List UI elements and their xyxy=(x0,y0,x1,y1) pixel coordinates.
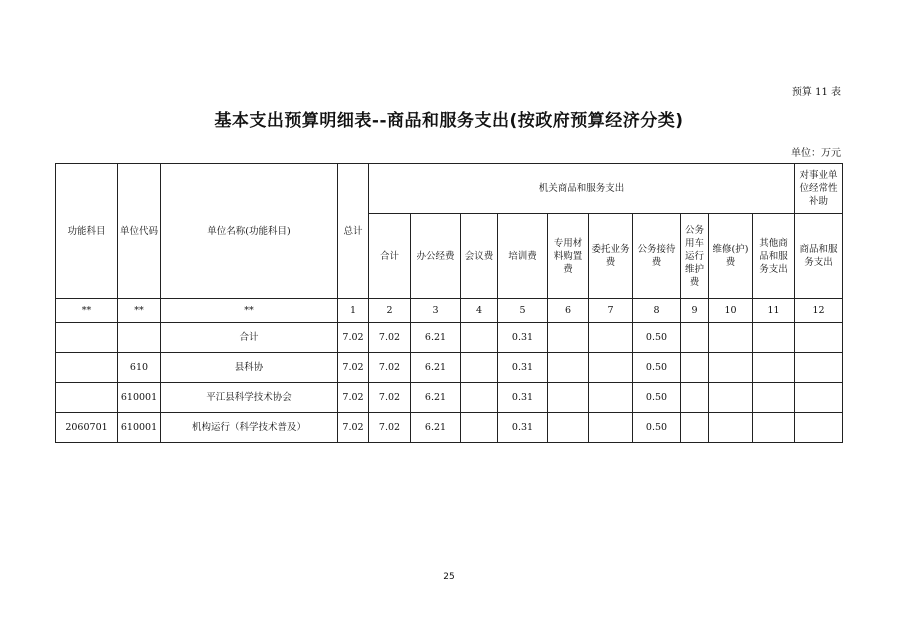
cell-entrusted xyxy=(589,323,633,353)
cell-meeting xyxy=(461,383,498,413)
index-cell: ** xyxy=(161,299,338,323)
cell-other xyxy=(753,413,795,443)
index-row xyxy=(56,299,843,323)
cell-vehicle xyxy=(681,383,709,413)
page-number: 25 xyxy=(443,572,455,582)
cell-materials xyxy=(548,413,589,443)
cell-code: 610001 xyxy=(118,383,161,413)
header-training: 培训费 xyxy=(498,214,548,299)
header-reception: 公务接待费 xyxy=(633,214,681,299)
header-other: 其他商品和服务支出 xyxy=(753,214,795,299)
cell-training: 0.31 xyxy=(498,413,548,443)
cell-total: 7.02 xyxy=(338,353,369,383)
cell-subsidy xyxy=(795,383,843,413)
cell-office: 6.21 xyxy=(411,323,461,353)
cell-vehicle xyxy=(681,323,709,353)
cell-meeting xyxy=(461,353,498,383)
header-group-agency: 机关商品和服务支出 xyxy=(369,164,795,214)
cell-training: 0.31 xyxy=(498,353,548,383)
index-cell: 5 xyxy=(498,299,548,323)
index-cell: 4 xyxy=(461,299,498,323)
cell-subsidy xyxy=(795,413,843,443)
index-cell: ** xyxy=(118,299,161,323)
header-repair: 维修(护)费 xyxy=(709,214,753,299)
index-cell: 6 xyxy=(548,299,589,323)
cell-other xyxy=(753,383,795,413)
cell-total: 7.02 xyxy=(338,323,369,353)
cell-total: 7.02 xyxy=(338,413,369,443)
cell-code: 610001 xyxy=(118,413,161,443)
cell-sum: 7.02 xyxy=(369,413,411,443)
header-unit-name: 单位名称(功能科目) xyxy=(161,164,338,299)
cell-office: 6.21 xyxy=(411,353,461,383)
cell-name: 平江县科学技术协会 xyxy=(161,383,338,413)
cell-office: 6.21 xyxy=(411,413,461,443)
cell-repair xyxy=(709,383,753,413)
table-number: 预算 11 表 xyxy=(791,87,841,98)
page-title: 基本支出预算明细表--商品和服务支出(按政府预算经济分类) xyxy=(214,111,684,131)
index-cell: 12 xyxy=(795,299,843,323)
cell-name: 机构运行（科学技术普及） xyxy=(161,413,338,443)
index-cell: 8 xyxy=(633,299,681,323)
header-unit-code: 单位代码 xyxy=(118,164,161,299)
cell-sum: 7.02 xyxy=(369,323,411,353)
header-func-subject: 功能科目 xyxy=(56,164,118,299)
cell-repair xyxy=(709,323,753,353)
header-row-top xyxy=(56,164,843,214)
cell-entrusted xyxy=(589,413,633,443)
cell-entrusted xyxy=(589,353,633,383)
cell-materials xyxy=(548,323,589,353)
cell-meeting xyxy=(461,413,498,443)
cell-func xyxy=(56,323,118,353)
table-row xyxy=(56,413,843,443)
cell-sum: 7.02 xyxy=(369,353,411,383)
cell-reception: 0.50 xyxy=(633,413,681,443)
cell-training: 0.31 xyxy=(498,323,548,353)
header-office: 办公经费 xyxy=(411,214,461,299)
cell-materials xyxy=(548,383,589,413)
table-row xyxy=(56,383,843,413)
index-cell: 9 xyxy=(681,299,709,323)
cell-repair xyxy=(709,353,753,383)
table-row xyxy=(56,323,843,353)
cell-vehicle xyxy=(681,353,709,383)
header-total: 总计 xyxy=(338,164,369,299)
cell-sum: 7.02 xyxy=(369,383,411,413)
cell-training: 0.31 xyxy=(498,383,548,413)
cell-func xyxy=(56,383,118,413)
index-cell: 3 xyxy=(411,299,461,323)
index-cell: 2 xyxy=(369,299,411,323)
cell-vehicle xyxy=(681,413,709,443)
header-meeting: 会议费 xyxy=(461,214,498,299)
index-cell: 7 xyxy=(589,299,633,323)
index-cell: 1 xyxy=(338,299,369,323)
cell-other xyxy=(753,323,795,353)
cell-meeting xyxy=(461,323,498,353)
cell-reception: 0.50 xyxy=(633,353,681,383)
header-sum: 合计 xyxy=(369,214,411,299)
cell-materials xyxy=(548,353,589,383)
header-subsidy: 商品和服务支出 xyxy=(795,214,843,299)
cell-code: 610 xyxy=(118,353,161,383)
budget-table xyxy=(55,163,843,443)
cell-other xyxy=(753,353,795,383)
unit-label: 单位：万元 xyxy=(791,148,841,159)
cell-name: 合计 xyxy=(161,323,338,353)
cell-subsidy xyxy=(795,353,843,383)
cell-reception: 0.50 xyxy=(633,383,681,413)
header-vehicle: 公务用车运行维护费 xyxy=(681,214,709,299)
index-cell: 10 xyxy=(709,299,753,323)
cell-func xyxy=(56,353,118,383)
cell-name: 县科协 xyxy=(161,353,338,383)
header-entrusted: 委托业务费 xyxy=(589,214,633,299)
cell-reception: 0.50 xyxy=(633,323,681,353)
cell-repair xyxy=(709,413,753,443)
cell-subsidy xyxy=(795,323,843,353)
header-materials: 专用材料购置费 xyxy=(548,214,589,299)
index-cell: 11 xyxy=(753,299,795,323)
cell-total: 7.02 xyxy=(338,383,369,413)
header-group-subsidy: 对事业单位经常性补助 xyxy=(795,164,843,214)
table-row xyxy=(56,353,843,383)
cell-func: 2060701 xyxy=(56,413,118,443)
cell-office: 6.21 xyxy=(411,383,461,413)
index-cell: ** xyxy=(56,299,118,323)
cell-entrusted xyxy=(589,383,633,413)
cell-code xyxy=(118,323,161,353)
